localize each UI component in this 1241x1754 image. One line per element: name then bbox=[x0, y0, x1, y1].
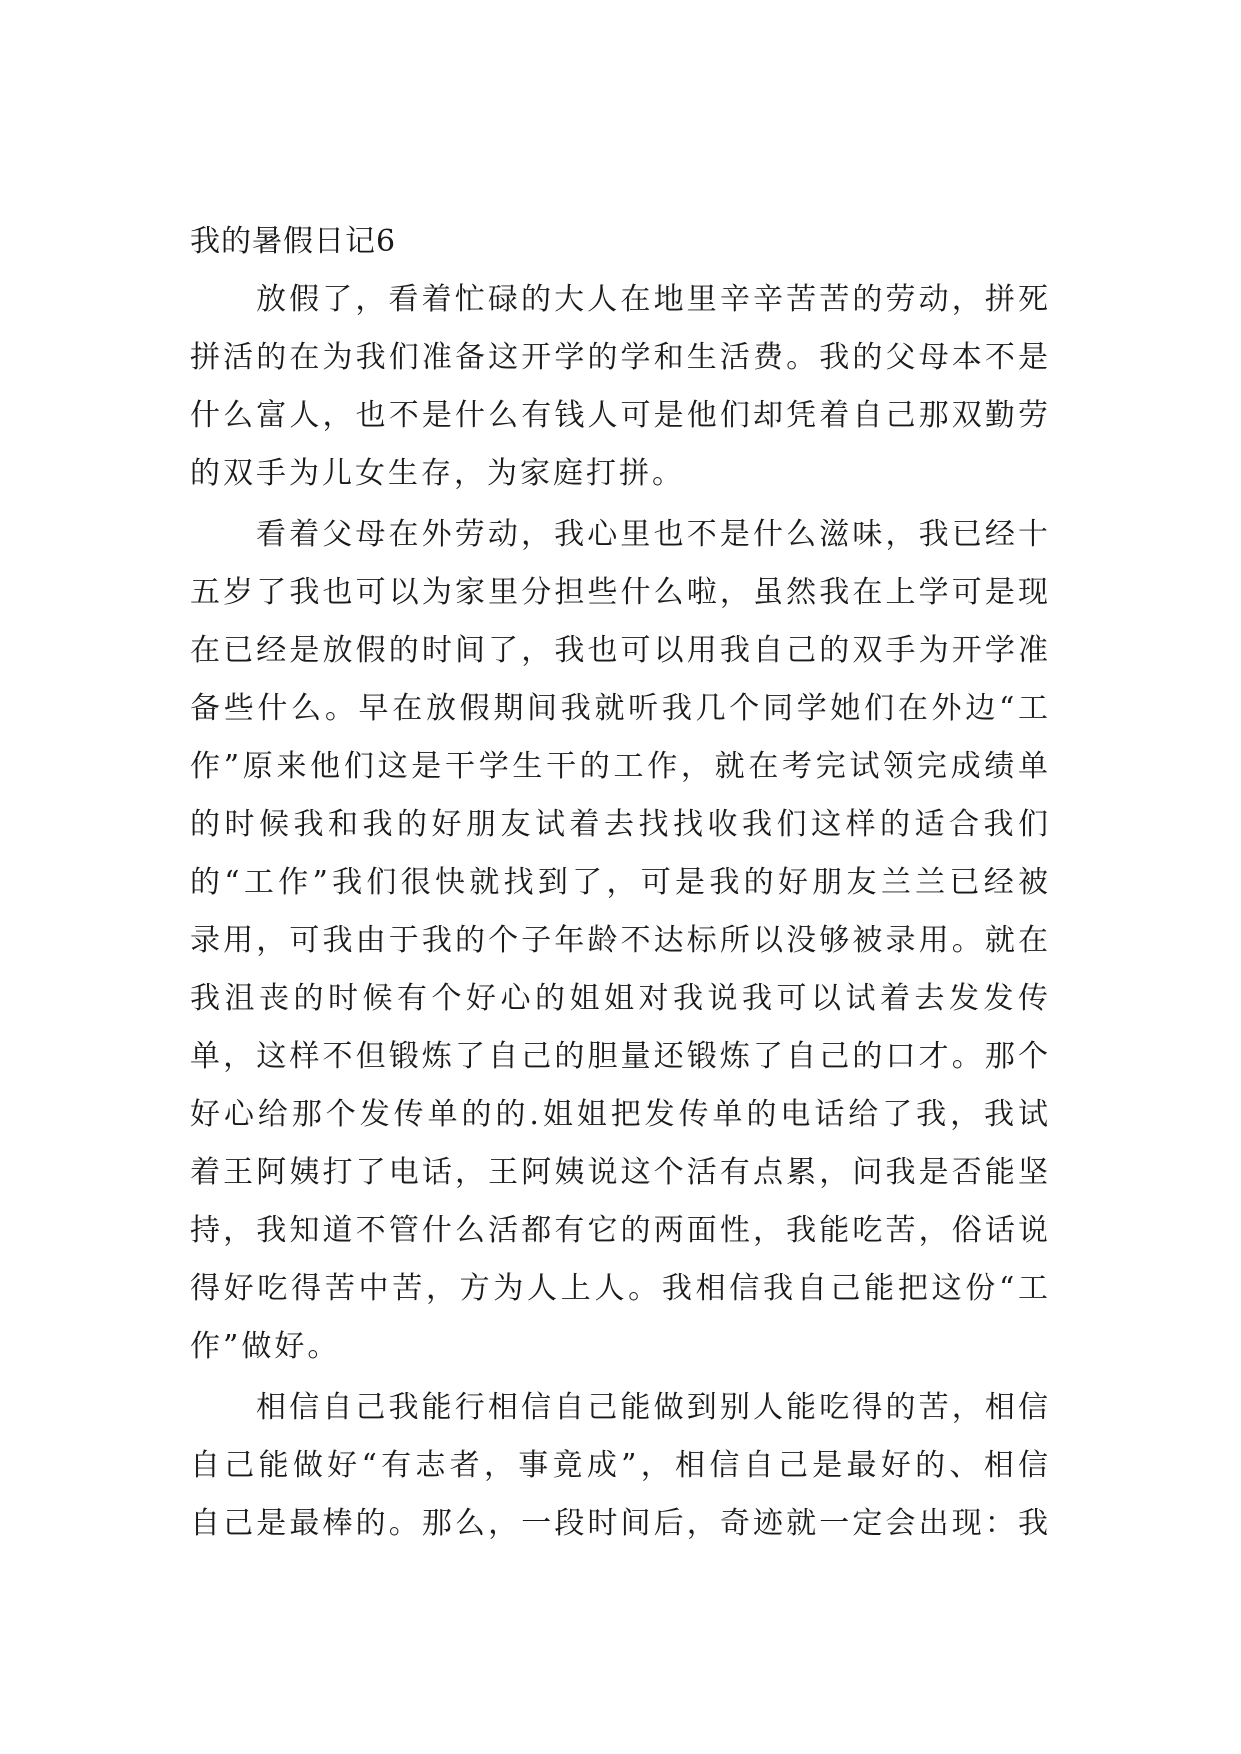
paragraph-line: 的时候我和我的好朋友试着去找找收我们这样的适合我们 bbox=[190, 807, 1050, 842]
paragraph-line: 单，这样不但锻炼了自己的胆量还锻炼了自己的口才。那个 bbox=[190, 1039, 1050, 1074]
paragraph-line: 作”原来他们这是干学生干的工作，就在考完试领完成绩单 bbox=[190, 749, 1050, 784]
paragraph-line: 的“工作”我们很快就找到了，可是我的好朋友兰兰已经被 bbox=[190, 865, 1050, 900]
paragraph-line: 在已经是放假的时间了，我也可以用我自己的双手为开学准 bbox=[190, 633, 1050, 668]
paragraph-line: 拼活的在为我们准备这开学的学和生活费。我的父母本不是 bbox=[190, 340, 1050, 375]
paragraph-1 bbox=[190, 271, 1050, 503]
paragraph-line: 五岁了我也可以为家里分担些什么啦，虽然我在上学可是现 bbox=[190, 575, 1050, 610]
paragraph-line: 着王阿姨打了电话，王阿姨说这个活有点累，问我是否能坚 bbox=[190, 1155, 1050, 1190]
paragraph-line: 的双手为儿女生存，为家庭打拼。 bbox=[190, 456, 685, 491]
paragraph-line: 备些什么。早在放假期间我就听我几个同学她们在外边“工 bbox=[190, 691, 1050, 726]
document-title: 我的暑假日记6 bbox=[190, 224, 397, 259]
paragraph-line: 好心给那个发传单的的.姐姐把发传单的电话给了我，我试 bbox=[190, 1097, 1050, 1132]
paragraph-line: 自己是最棒的。那么，一段时间后，奇迹就一定会出现：我 bbox=[190, 1506, 1050, 1541]
paragraph-line: 自己能做好“有志者，事竟成”，相信自己是最好的、相信 bbox=[190, 1448, 1050, 1483]
document-body bbox=[190, 213, 1050, 1553]
paragraph-line: 相信自己我能行相信自己能做到别人能吃得的苦，相信 bbox=[256, 1390, 1050, 1425]
paragraph-line: 录用，可我由于我的个子年龄不达标所以没够被录用。就在 bbox=[190, 923, 1050, 958]
paragraph-line: 得好吃得苦中苦，方为人上人。我相信我自己能把这份“工 bbox=[190, 1271, 1050, 1306]
paragraph-line: 什么富人，也不是什么有钱人可是他们却凭着自己那双勤劳 bbox=[190, 398, 1050, 433]
paragraph-line: 持，我知道不管什么活都有它的两面性，我能吃苦，俗话说 bbox=[190, 1213, 1050, 1248]
paragraph-line: 我沮丧的时候有个好心的姐姐对我说我可以试着去发发传 bbox=[190, 981, 1050, 1016]
paragraph-2 bbox=[190, 506, 1050, 1376]
paragraph-3 bbox=[190, 1379, 1050, 1553]
paragraph-line: 作”做好。 bbox=[190, 1329, 341, 1364]
paragraph-line: 看着父母在外劳动，我心里也不是什么滋味，我已经十 bbox=[256, 517, 1050, 552]
paragraph-line: 放假了，看着忙碌的大人在地里辛辛苦苦的劳动，拼死 bbox=[256, 282, 1050, 317]
